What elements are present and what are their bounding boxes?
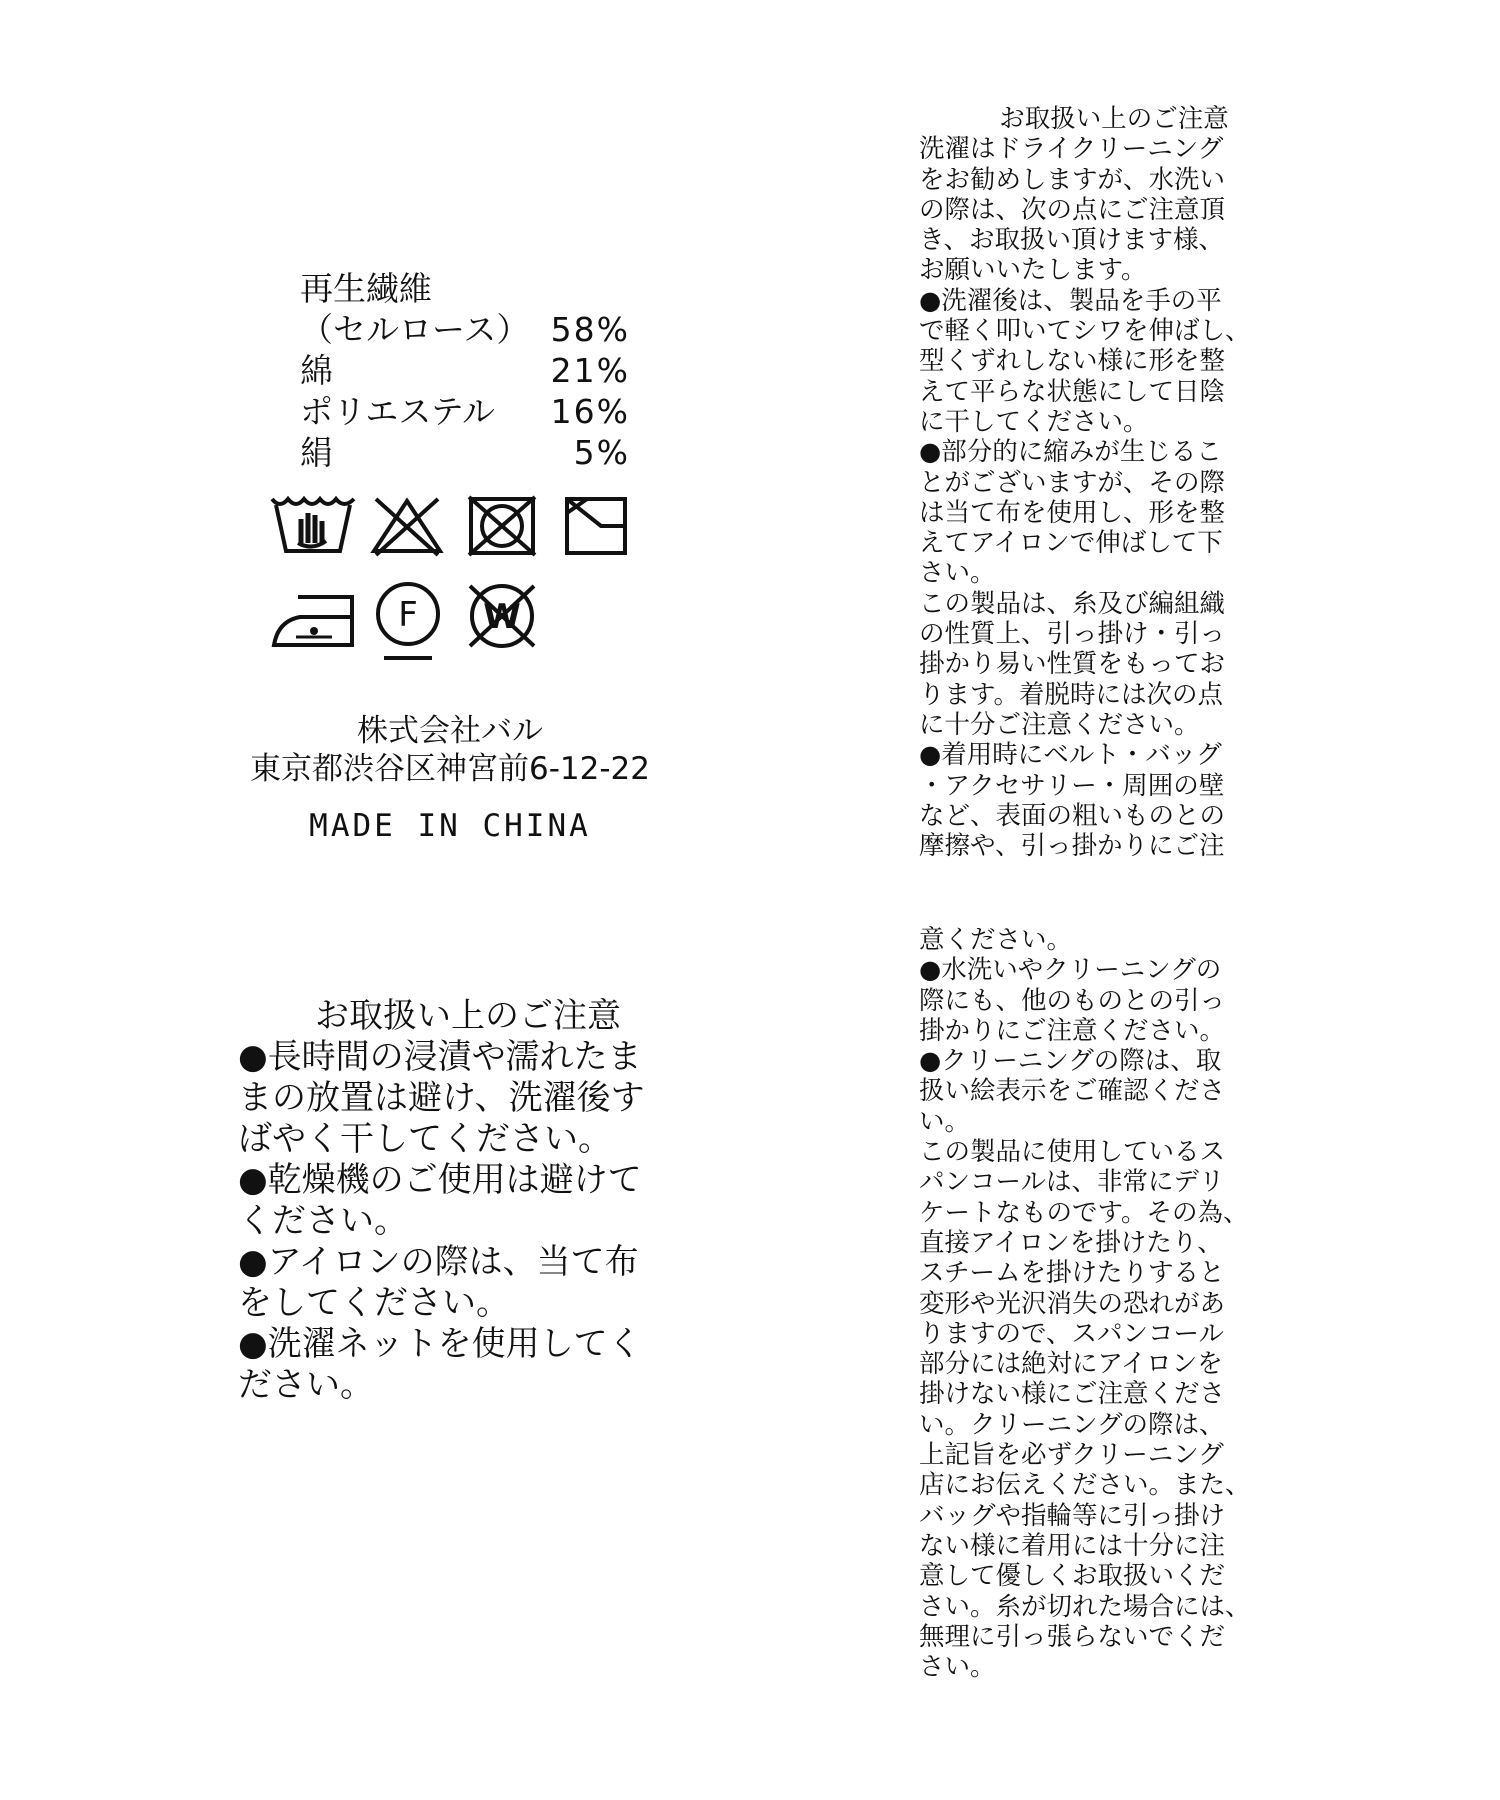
note-line: えてアイロンで伸ばして下	[919, 528, 1223, 559]
composition-percent: 5%	[573, 433, 630, 472]
note-line: 掛かり易い性質をもってお	[919, 649, 1226, 680]
note-line: ばやく干してください。	[238, 1119, 612, 1159]
note-line: 意して優しくお取扱いくだ	[919, 1561, 1226, 1592]
note-line: えて平らな状態にして日陰	[919, 376, 1226, 407]
note-line: 摩擦や、引っ掛かりにご注	[919, 831, 1225, 862]
line-dry-shade-icon	[561, 493, 631, 558]
note-line: 無理に引っ張らないでくだ	[919, 1621, 1226, 1652]
note-line: ●着用時にベルト・バッグ	[919, 740, 1222, 771]
company-address: 東京都渋谷区神宮前6-12-22	[250, 751, 650, 787]
note-line: 扱い絵表示をご確認くださ	[919, 1076, 1226, 1107]
wet-clean-letter: W	[483, 597, 521, 637]
note-line: い。	[919, 1106, 971, 1137]
note-line: ります。着脱時には次の点	[919, 679, 1223, 710]
note-line: 直接アイロンを掛けたり、	[919, 1227, 1223, 1258]
composition-row	[300, 309, 630, 350]
note-line: 洗濯はドライクリーニング	[919, 134, 1224, 165]
composition-material: ポリエステル	[300, 392, 496, 431]
note-line: ●乾燥機のご使用は避けて	[238, 1160, 642, 1200]
note-line: き、お取扱い頂けます様、	[919, 225, 1224, 256]
note-line: をしてください。	[238, 1283, 510, 1323]
note-line: さい。	[919, 558, 996, 589]
note-line: お願いいたします。	[919, 255, 1147, 286]
no-wet-clean-icon	[462, 580, 542, 652]
iron-low-cloth-icon	[268, 585, 360, 650]
note-line: とがございますが、その際	[919, 467, 1226, 498]
fiber-composition	[300, 268, 630, 473]
country-of-origin: MADE IN CHINA	[309, 808, 591, 844]
composition-row	[300, 350, 630, 391]
composition-material: （セルロース）	[300, 310, 530, 349]
note-line: 意ください。	[919, 925, 1073, 955]
note-line: 店にお伝えください。また、	[919, 1470, 1251, 1501]
care-notes-right-bottom	[919, 925, 1309, 1682]
note-line: ない様に着用には十分に注	[919, 1530, 1226, 1561]
notes-title: お取扱い上のご注意	[315, 996, 621, 1036]
note-line: は当て布を使用し、形を整	[919, 497, 1226, 528]
note-line: この製品は、糸及び編組織	[919, 588, 1226, 619]
note-line: ●洗濯後は、製品を手の平	[919, 285, 1222, 316]
note-line: に十分ご注意ください。	[919, 709, 1200, 740]
note-line: い。クリーニングの際は、	[919, 1409, 1225, 1440]
note-line: の際は、次の点にご注意頂	[919, 194, 1226, 225]
note-line: 部分には絶対にアイロンを	[919, 1349, 1223, 1380]
note-line: をお勧めしますが、水洗い	[919, 164, 1226, 195]
note-line: ・アクセサリー・周囲の壁	[919, 770, 1225, 801]
note-line: ●水洗いやクリーニングの	[919, 955, 1222, 986]
note-line: に干してください。	[919, 406, 1149, 437]
composition-material: 絹	[300, 433, 333, 472]
note-line: りますので、スパンコール	[919, 1318, 1224, 1349]
note-line: スチームを掛けたりすると	[919, 1258, 1225, 1289]
note-line: 上記旨を必ずクリーニング	[919, 1440, 1224, 1471]
note-line: ●アイロンの際は、当て布	[238, 1242, 639, 1282]
note-line: ●洗濯ネットを使用してく	[238, 1324, 642, 1364]
composition-percent: 16%	[550, 392, 630, 431]
dry-clean-letter: F	[398, 595, 418, 635]
company-name: 株式会社バル	[357, 713, 543, 749]
composition-row	[300, 391, 630, 432]
note-line: さい。	[919, 1652, 996, 1683]
note-line: まの放置は避け、洗濯後す	[238, 1078, 645, 1118]
composition-heading: 再生繊維	[300, 269, 432, 308]
care-notes-right-top	[919, 104, 1309, 861]
note-line: 掛かりにご注意ください。	[919, 1015, 1226, 1046]
note-line: ください。	[238, 1201, 408, 1241]
note-line: この製品に使用しているス	[919, 1137, 1226, 1168]
composition-percent: 58%	[550, 310, 630, 349]
note-line: ●部分的に縮みが生じるこ	[919, 437, 1222, 468]
note-line: さい。糸が切れた場合には、	[919, 1591, 1251, 1622]
note-line: ●長時間の浸漬や濡れたま	[238, 1037, 642, 1077]
note-line: 際にも、他のものとの引っ	[919, 985, 1226, 1016]
note-line: ●クリーニングの際は、取	[919, 1046, 1222, 1077]
note-line: の性質上、引っ掛け・引っ	[919, 619, 1226, 650]
note-line: パンコールは、非常にデリ	[919, 1167, 1225, 1198]
no-bleach-icon	[368, 493, 446, 558]
note-line: バッグや指輪等に引っ掛け	[919, 1500, 1226, 1531]
composition-material: 綿	[300, 351, 333, 390]
hand-wash-icon	[268, 493, 358, 558]
composition-percent: 21%	[550, 351, 630, 390]
care-notes-left	[238, 996, 698, 1406]
note-line: で軽く叩いてシワを伸ばし、	[919, 316, 1251, 347]
company-info	[200, 712, 700, 788]
note-line: 型くずれしない様に形を整	[919, 346, 1226, 377]
note-line: 変形や光沢消失の恐れがあ	[919, 1288, 1226, 1319]
composition-row	[300, 432, 630, 473]
dry-clean-f-gentle-icon	[370, 578, 446, 664]
note-line: ださい。	[238, 1365, 374, 1405]
no-tumble-dry-icon	[465, 493, 539, 558]
note-line: など、表面の粗いものとの	[919, 800, 1226, 831]
note-line: 掛けない様にご注意くださ	[919, 1379, 1226, 1410]
notes-title: お取扱い上のご注意	[999, 104, 1229, 134]
note-line: ケートなものです。その為、	[919, 1197, 1249, 1228]
